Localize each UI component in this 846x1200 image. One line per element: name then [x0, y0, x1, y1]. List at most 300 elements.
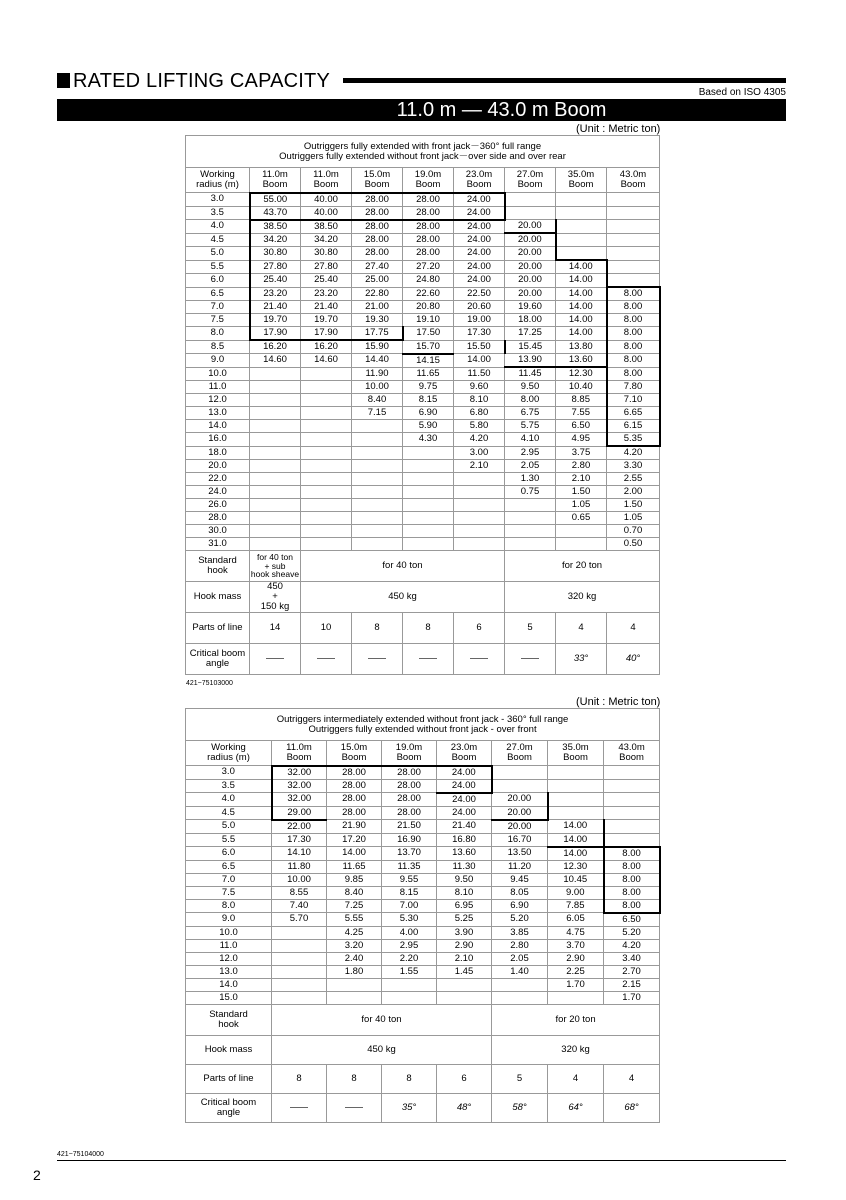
radius-cell: 9.0	[186, 354, 250, 368]
radius-cell: 10.0	[186, 926, 272, 939]
condition-line-2: Outriggers fully extended without front jack - over front	[308, 723, 537, 735]
dash-mark	[345, 1107, 363, 1108]
parts-of-line-label: Parts of line	[186, 613, 250, 644]
capacity-cell	[607, 233, 660, 247]
capacity-cell: 3.85	[492, 926, 548, 939]
capacity-cell: 7.85	[548, 899, 604, 913]
capacity-cell	[505, 512, 556, 525]
cell-text: 23.0m	[465, 168, 493, 180]
radius-cell: 6.0	[186, 274, 250, 288]
capacity-cell: 4.00	[382, 926, 437, 939]
capacity-cell	[556, 247, 607, 261]
capacity-cell: 20.00	[505, 274, 556, 288]
capacity-cell	[301, 499, 352, 512]
capacity-cell: 21.40	[437, 820, 492, 834]
capacity-cell	[548, 766, 604, 780]
capacity-cell	[250, 420, 301, 433]
radius-cell: 26.0	[186, 499, 250, 512]
table-row	[186, 512, 660, 525]
capacity-cell: 5.20	[604, 926, 660, 939]
capacity-cell: 0.70	[607, 525, 660, 538]
capacity-cell: 18.00	[505, 314, 556, 327]
capacity-cell	[454, 538, 505, 551]
capacity-cell: 8.00	[604, 847, 660, 861]
capacity-cell	[301, 525, 352, 538]
capacity-cell: 28.00	[352, 247, 403, 261]
capacity-cell: 2.05	[492, 952, 548, 965]
critical-angle-row	[186, 644, 660, 675]
radius-cell: 14.0	[186, 420, 250, 433]
capacity-cell: 1.55	[382, 965, 437, 978]
capacity-cell	[352, 420, 403, 433]
radius-cell: 5.0	[186, 247, 250, 261]
boom-header	[327, 741, 382, 766]
capacity-cell	[352, 446, 403, 460]
capacity-cell: 11.65	[403, 367, 454, 381]
cell-text: Boom	[466, 178, 492, 190]
parts-of-line-cell: 8	[272, 1064, 327, 1093]
hook-mass-450: 450 kg	[301, 582, 505, 613]
capacity-cell: 7.15	[352, 407, 403, 420]
cell-text: 450	[267, 581, 283, 593]
capacity-cell: 21.50	[382, 820, 437, 834]
capacity-cell: 8.00	[604, 873, 660, 886]
capacity-cell	[454, 473, 505, 486]
table-row	[186, 991, 660, 1004]
critical-angle-cell	[403, 644, 454, 675]
critical-angle-cell	[250, 644, 301, 675]
parts-of-line-label: Parts of line	[186, 1064, 272, 1093]
capacity-cell: 28.00	[403, 247, 454, 261]
capacity-cell: 27.80	[301, 260, 352, 274]
radius-cell: 4.0	[186, 793, 272, 807]
capacity-cell: 6.50	[556, 420, 607, 433]
standard-hook-row	[186, 551, 660, 582]
capacity-cell: 14.00	[454, 354, 505, 368]
capacity-cell	[548, 793, 604, 807]
boom-header	[272, 741, 327, 766]
boom-header	[301, 168, 352, 193]
radius-cell: 6.5	[186, 287, 250, 301]
capacity-cell	[492, 991, 548, 1004]
capacity-cell	[272, 965, 327, 978]
capacity-cell: 9.50	[505, 381, 556, 394]
table-row	[186, 314, 660, 327]
cell-text: + sub	[264, 560, 286, 571]
table-row	[186, 820, 660, 834]
boom-header	[437, 741, 492, 766]
capacity-cell: 24.00	[437, 779, 492, 793]
capacity-cell	[250, 486, 301, 499]
capacity-cell: 28.00	[352, 233, 403, 247]
capacity-cell: 0.65	[556, 512, 607, 525]
radius-cell: 10.0	[186, 367, 250, 381]
parts-of-line-cell: 6	[454, 613, 505, 644]
table-row	[186, 193, 660, 207]
capacity-cell: 9.50	[437, 873, 492, 886]
table-row	[186, 340, 660, 354]
capacity-cell	[454, 512, 505, 525]
cell-text: radius (m)	[196, 179, 239, 190]
boom-range-banner	[57, 99, 786, 121]
capacity-cell	[250, 499, 301, 512]
boom-header	[556, 168, 607, 193]
capacity-cell: 15.50	[454, 340, 505, 354]
cell-text: 15.0m	[340, 741, 368, 753]
capacity-cell	[250, 538, 301, 551]
capacity-cell: 1.50	[556, 486, 607, 499]
capacity-cell: 11.80	[272, 860, 327, 873]
cell-text: for 40 ton	[257, 551, 293, 562]
table-row	[186, 327, 660, 341]
radius-cell: 4.5	[186, 233, 250, 247]
capacity-cell	[250, 473, 301, 486]
dash-mark	[290, 1107, 308, 1108]
capacity-cell	[403, 446, 454, 460]
capacity-cell: 28.00	[352, 206, 403, 220]
cell-text: 19.0m	[395, 741, 423, 753]
radius-cell: 20.0	[186, 460, 250, 473]
hook-mass-label: Hook mass	[186, 1035, 272, 1064]
capacity-cell: 1.30	[505, 473, 556, 486]
capacity-cell: 3.70	[548, 939, 604, 952]
capacity-cell	[607, 193, 660, 207]
standard-hook-40: for 40 ton	[272, 1004, 492, 1035]
capacity-cell: 2.80	[556, 460, 607, 473]
capacity-cell: 7.40	[272, 899, 327, 913]
capacity-cell: 4.30	[403, 433, 454, 447]
capacity-cell: 11.20	[492, 860, 548, 873]
capacity-cell	[301, 420, 352, 433]
capacity-cell: 8.10	[454, 394, 505, 407]
boom-header	[492, 741, 548, 766]
page-title-text: RATED LIFTING CAPACITY	[73, 70, 331, 92]
capacity-cell: 16.90	[382, 833, 437, 847]
capacity-cell: 17.75	[352, 327, 403, 341]
capacity-cell: 28.00	[403, 220, 454, 234]
radius-cell: 5.5	[186, 260, 250, 274]
cell-text: Critical boom	[189, 648, 246, 660]
critical-angle-cell: 48°	[437, 1093, 492, 1122]
capacity-cell: 8.00	[607, 287, 660, 301]
capacity-cell: 25.00	[352, 274, 403, 288]
parts-of-line-cell: 5	[492, 1064, 548, 1093]
capacity-cell: 8.00	[604, 899, 660, 913]
capacity-cell	[454, 499, 505, 512]
boom-header	[403, 168, 454, 193]
radius-cell: 24.0	[186, 486, 250, 499]
capacity-cell	[250, 381, 301, 394]
parts-of-line-cell: 10	[301, 613, 352, 644]
capacity-cell	[250, 460, 301, 473]
capacity-cell: 40.00	[301, 206, 352, 220]
capacity-cell	[250, 433, 301, 447]
table-row	[186, 965, 660, 978]
capacity-cell: 19.70	[250, 314, 301, 327]
capacity-table-2	[185, 708, 661, 1123]
capacity-cell: 28.00	[403, 193, 454, 207]
critical-angle-cell: 68°	[604, 1093, 660, 1122]
capacity-cell: 6.75	[505, 407, 556, 420]
capacity-cell: 24.00	[454, 260, 505, 274]
critical-angle-cell	[327, 1093, 382, 1122]
capacity-cell: 28.00	[327, 793, 382, 807]
capacity-cell: 8.85	[556, 394, 607, 407]
capacity-cell: 16.20	[301, 340, 352, 354]
capacity-cell: 32.00	[272, 779, 327, 793]
table-row	[186, 793, 660, 807]
capacity-cell: 19.60	[505, 301, 556, 314]
standard-hook-row	[186, 1004, 660, 1035]
capacity-cell: 23.20	[250, 287, 301, 301]
boom-header	[382, 741, 437, 766]
capacity-cell: 2.15	[604, 978, 660, 991]
cell-text: Boom	[568, 179, 594, 190]
parts-of-line-row	[186, 613, 660, 644]
table-row	[186, 766, 660, 780]
radius-cell: 8.0	[186, 899, 272, 913]
table-row	[186, 847, 660, 861]
capacity-cell: 8.55	[272, 886, 327, 899]
capacity-cell: 11.90	[352, 367, 403, 381]
cell-text: 23.0m	[450, 741, 478, 753]
cell-text: angle	[205, 658, 230, 669]
capacity-cell: 10.40	[556, 381, 607, 394]
radius-cell: 13.0	[186, 407, 250, 420]
capacity-cell	[403, 499, 454, 512]
capacity-cell	[437, 991, 492, 1004]
boom-header	[505, 168, 556, 193]
capacity-cell	[250, 367, 301, 381]
capacity-cell	[250, 525, 301, 538]
capacity-cell	[382, 991, 437, 1004]
capacity-cell	[604, 766, 660, 780]
capacity-cell: 5.30	[382, 913, 437, 927]
capacity-cell: 10.00	[272, 873, 327, 886]
cell-text: hook	[207, 565, 228, 576]
radius-cell: 7.5	[186, 886, 272, 899]
table-row	[186, 446, 660, 460]
capacity-cell: 14.00	[556, 260, 607, 274]
radius-cell: 5.0	[186, 820, 272, 834]
capacity-cell: 13.60	[556, 354, 607, 368]
table-row	[186, 420, 660, 433]
capacity-cell: 19.30	[352, 314, 403, 327]
capacity-cell: 30.80	[250, 247, 301, 261]
capacity-cell: 2.10	[437, 952, 492, 965]
capacity-cell: 3.90	[437, 926, 492, 939]
capacity-cell: 34.20	[250, 233, 301, 247]
capacity-cell	[250, 394, 301, 407]
capacity-cell: 24.00	[454, 247, 505, 261]
critical-angle-cell	[352, 644, 403, 675]
radius-cell: 31.0	[186, 538, 250, 551]
capacity-cell: 2.90	[437, 939, 492, 952]
capacity-cell	[548, 991, 604, 1004]
radius-cell: 16.0	[186, 433, 250, 447]
capacity-cell: 22.50	[454, 287, 505, 301]
capacity-cell: 8.40	[327, 886, 382, 899]
capacity-cell	[352, 433, 403, 447]
capacity-cell: 3.20	[327, 939, 382, 952]
radius-cell: 8.0	[186, 327, 250, 341]
cell-text: 19.0m	[414, 168, 442, 180]
capacity-cell: 2.80	[492, 939, 548, 952]
capacity-cell: 8.05	[492, 886, 548, 899]
capacity-cell: 27.80	[250, 260, 301, 274]
capacity-cell: 7.55	[556, 407, 607, 420]
standard-hook-first	[250, 551, 301, 582]
capacity-cell: 24.00	[437, 806, 492, 820]
critical-angle-cell	[301, 644, 352, 675]
capacity-cell	[604, 779, 660, 793]
radius-cell: 3.0	[186, 193, 250, 207]
parts-of-line-cell: 8	[352, 613, 403, 644]
capacity-cell: 24.00	[437, 766, 492, 780]
capacity-cell: 22.00	[272, 820, 327, 834]
capacity-cell	[454, 525, 505, 538]
parts-of-line-cell: 4	[556, 613, 607, 644]
cell-text: Boom	[563, 752, 588, 763]
capacity-cell: 0.50	[607, 538, 660, 551]
capacity-cell	[403, 512, 454, 525]
capacity-cell	[250, 446, 301, 460]
capacity-cell	[556, 220, 607, 234]
capacity-cell: 21.40	[301, 301, 352, 314]
capacity-cell	[250, 407, 301, 420]
capacity-cell: 13.60	[437, 847, 492, 861]
table-row	[186, 486, 660, 499]
table-row	[186, 779, 660, 793]
table-row	[186, 460, 660, 473]
condition-header	[186, 709, 660, 741]
capacity-cell: 11.65	[327, 860, 382, 873]
cell-text: 27.0m	[516, 169, 544, 181]
capacity-cell: 24.00	[454, 233, 505, 247]
boom-header	[604, 741, 660, 766]
capacity-cell: 5.25	[437, 913, 492, 927]
table-row	[186, 926, 660, 939]
doc-number-2: 421−75104000	[57, 1151, 104, 1158]
capacity-cell: 24.80	[403, 274, 454, 288]
capacity-cell: 19.10	[403, 314, 454, 327]
radius-cell: 4.5	[186, 806, 272, 820]
capacity-cell: 7.80	[607, 381, 660, 394]
capacity-cell	[301, 367, 352, 381]
capacity-cell: 2.95	[382, 939, 437, 952]
capacity-cell: 19.00	[454, 314, 505, 327]
capacity-cell: 9.45	[492, 873, 548, 886]
capacity-cell: 15.90	[352, 340, 403, 354]
capacity-cell: 27.40	[352, 260, 403, 274]
parts-of-line-cell: 8	[327, 1064, 382, 1093]
standard-hook-20: for 20 ton	[492, 1004, 660, 1035]
cell-text: Boom	[364, 178, 390, 190]
capacity-cell	[327, 978, 382, 991]
capacity-cell: 14.00	[556, 287, 607, 301]
capacity-cell: 16.20	[250, 340, 301, 354]
radius-cell: 11.0	[186, 381, 250, 394]
capacity-cell: 13.90	[505, 354, 556, 368]
table-row	[186, 886, 660, 899]
capacity-cell: 28.00	[403, 206, 454, 220]
page-title	[57, 70, 330, 93]
capacity-cell: 2.10	[556, 473, 607, 486]
cell-text: 35.0m	[562, 742, 589, 754]
capacity-cell	[607, 220, 660, 234]
capacity-cell: 8.00	[604, 860, 660, 873]
standard-hook-label	[186, 1004, 272, 1035]
radius-cell: 12.0	[186, 952, 272, 965]
capacity-cell: 28.00	[352, 220, 403, 234]
capacity-cell	[301, 512, 352, 525]
table-row	[186, 367, 660, 381]
capacity-cell	[301, 473, 352, 486]
capacity-cell	[352, 525, 403, 538]
table-row	[186, 394, 660, 407]
capacity-cell: 6.05	[548, 913, 604, 927]
cell-text: Critical boom	[200, 1096, 257, 1108]
capacity-cell: 4.20	[604, 939, 660, 952]
table-row	[186, 860, 660, 873]
unit-label-2: (Unit : Metric ton)	[576, 696, 661, 708]
capacity-table-1	[185, 135, 661, 675]
capacity-cell	[556, 538, 607, 551]
unit-label-1: (Unit : Metric ton)	[576, 123, 661, 135]
critical-angle-cell	[454, 644, 505, 675]
capacity-cell: 8.00	[604, 886, 660, 899]
cell-text: Boom	[619, 752, 644, 763]
capacity-cell: 8.00	[505, 394, 556, 407]
capacity-cell: 8.00	[607, 367, 660, 381]
capacity-cell: 27.20	[403, 260, 454, 274]
cell-text: hook sheave	[250, 569, 300, 580]
capacity-cell	[250, 512, 301, 525]
capacity-cell: 20.00	[505, 260, 556, 274]
square-bullet-icon	[57, 73, 70, 88]
parts-of-line-cell: 5	[505, 613, 556, 644]
cell-text: Boom	[415, 178, 441, 190]
doc-number-1: 421−75103000	[186, 680, 233, 687]
capacity-cell: 25.40	[301, 274, 352, 288]
capacity-cell: 6.95	[437, 899, 492, 913]
capacity-cell: 24.00	[454, 206, 505, 220]
capacity-cell: 28.00	[327, 779, 382, 793]
capacity-cell: 38.50	[301, 220, 352, 234]
capacity-cell: 20.00	[505, 233, 556, 247]
condition-row	[186, 709, 660, 741]
capacity-cell	[492, 779, 548, 793]
capacity-cell: 55.00	[250, 193, 301, 207]
capacity-cell: 10.00	[352, 381, 403, 394]
parts-of-line-cell: 8	[382, 1064, 437, 1093]
radius-cell: 28.0	[186, 512, 250, 525]
capacity-cell: 2.25	[548, 965, 604, 978]
capacity-cell: 20.00	[505, 220, 556, 234]
cell-text: 11.0m	[262, 168, 288, 180]
boom-header	[454, 168, 505, 193]
critical-angle-cell	[505, 644, 556, 675]
capacity-cell	[607, 260, 660, 274]
parts-of-line-cell: 4	[548, 1064, 604, 1093]
capacity-cell	[604, 820, 660, 834]
cell-text: radius (m)	[207, 752, 250, 763]
capacity-cell: 12.30	[548, 860, 604, 873]
header-rule	[343, 78, 786, 83]
capacity-cell	[301, 394, 352, 407]
capacity-cell: 28.00	[403, 233, 454, 247]
dash-mark	[521, 658, 539, 659]
